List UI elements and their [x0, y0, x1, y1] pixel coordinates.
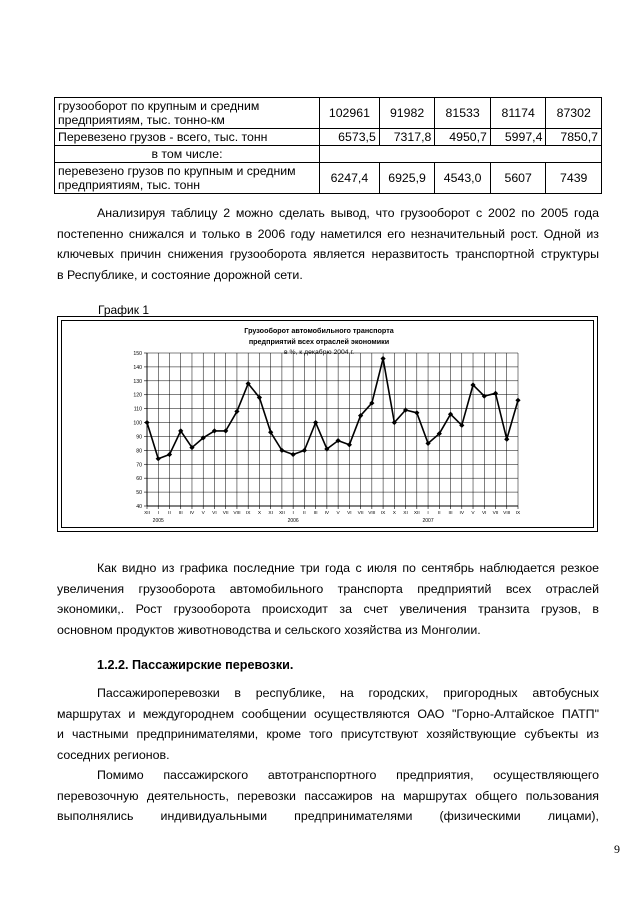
y-tick-label: 40 — [136, 504, 142, 510]
y-tick-label: 120 — [133, 392, 142, 399]
x-tick-label: IX — [515, 511, 521, 516]
table-row — [55, 129, 602, 146]
x-tick-label: II — [303, 511, 306, 516]
y-tick-label: 100 — [133, 420, 142, 427]
x-tick-label: VI — [347, 511, 352, 516]
table-cell: 91982 — [379, 98, 435, 129]
data-point — [167, 452, 172, 457]
x-tick-label: V — [471, 511, 475, 516]
row-label: в том числе: — [55, 146, 320, 163]
x-tick-label: III — [448, 511, 453, 516]
data-point — [347, 442, 352, 447]
x-tick-label: VIII — [233, 511, 241, 516]
x-tick-label: I — [157, 511, 159, 516]
chart-subtitle: в %, к декабрю 2004 г. — [283, 349, 355, 356]
chart-axes — [133, 351, 521, 524]
x-tick-label: V — [201, 511, 205, 516]
text-line: основном продуктов животноводства и сельского хозяйства из Монголии. — [57, 622, 481, 637]
text-line: постепенно снижался и только в 2006 году наметился его незначительный рост. Одной из — [57, 226, 599, 241]
x-tick-label: VI — [212, 511, 217, 516]
text-line: соседних регионов. — [57, 747, 170, 762]
table-cell: 7439 — [546, 163, 602, 194]
text-line: увеличения грузооборота автомобильного транспорта предприятий всех отраслей — [57, 581, 599, 596]
row-label: грузооборот по крупным и средним предприятиям, тыс. тонно-км — [55, 98, 320, 129]
data-point — [493, 391, 498, 396]
table-cell: 87302 — [546, 98, 602, 129]
text-line: маршрутах и междугороднем сообщении осуществляются ОАО "Горно-Алтайское ПАТП" — [57, 706, 599, 721]
text-line: в Республике, и состояние дорожной сети. — [57, 267, 303, 282]
figure-caption: График 1 — [98, 303, 150, 317]
table-row — [55, 146, 602, 163]
paragraph-analysis — [57, 203, 599, 285]
section-heading: 1.2.2. Пассажирские перевозки. — [97, 658, 294, 672]
x-tick-label: VII — [222, 511, 229, 516]
x-tick-label: IX — [380, 511, 386, 516]
year-label: 2007 — [422, 518, 434, 524]
x-tick-label: II — [437, 511, 441, 516]
x-tick-label: IV — [189, 511, 195, 516]
data-point — [414, 410, 419, 415]
table-cell: 6247,4 — [320, 163, 380, 194]
x-tick-label: IV — [324, 511, 330, 516]
text-line: ключевых причин снижения грузооборота является неразвитость транспортной структуры — [57, 247, 599, 261]
text-line: Помимо пассажирского автотранспортного предприятия, осуществляющего — [97, 768, 599, 782]
row-label: перевезено грузов по крупным и средним предприятиям, тыс. тонн — [55, 163, 320, 194]
chart-grid — [147, 353, 518, 506]
year-label: 2006 — [287, 518, 299, 524]
y-tick-label: 90 — [136, 434, 142, 441]
table-cell: 7850,7 — [546, 129, 602, 146]
data-point — [302, 448, 307, 453]
y-tick-label: 60 — [136, 476, 142, 483]
table-cell: 81174 — [490, 98, 546, 129]
table-cell: 7317,8 — [379, 129, 435, 146]
table-cell: 5607 — [490, 163, 546, 194]
x-tick-label: XII — [413, 511, 420, 516]
y-tick-label: 80 — [136, 448, 142, 455]
table-row — [55, 98, 602, 129]
data-point — [144, 420, 149, 425]
text-line: экономики,. Рост грузооборота происходит за счет увеличения транзита грузов, в — [57, 602, 599, 616]
table-cell: 4543,0 — [435, 163, 491, 194]
paragraph-chart-comment — [57, 558, 599, 640]
y-tick-label: 50 — [136, 490, 142, 497]
x-tick-label: X — [257, 511, 262, 516]
y-tick-label: 130 — [133, 378, 142, 385]
table-cell: 4950,7 — [435, 129, 491, 146]
x-tick-label: VI — [481, 511, 487, 516]
text-line: перевозочную деятельность, перевозки пассажиров на маршрутах общего пользования — [57, 788, 599, 803]
year-label: 2005 — [152, 518, 164, 524]
table-cell — [320, 146, 602, 163]
data-point — [291, 452, 296, 457]
text-line: выполнялись индивидуальными предпринимателями (физическими лицами), — [57, 809, 599, 823]
y-tick-label: 70 — [136, 462, 142, 469]
y-tick-label: 140 — [133, 364, 142, 371]
x-tick-label: XI — [268, 511, 273, 516]
text-line: Пассажироперевозки в республике, на городских, пригородных автобусных — [97, 686, 599, 700]
x-tick-label: XII — [278, 511, 285, 516]
chart-frame — [57, 316, 598, 532]
table-cell: 5997,4 — [490, 129, 546, 146]
y-tick-label: 150 — [133, 351, 142, 357]
paragraph-operators — [57, 765, 599, 827]
freight-table — [54, 97, 602, 194]
chart-title-line: Грузооборот автомобильного транспорта — [244, 326, 394, 335]
table-cell: 6573,5 — [320, 129, 380, 146]
x-tick-label: I — [427, 511, 429, 516]
text-line: и частными предпринимателями, кроме того присутствуют хозяйствующие субъекты из — [57, 727, 599, 741]
freight-chart — [58, 317, 599, 533]
x-tick-label: V — [336, 511, 340, 516]
x-tick-label: VIII — [503, 511, 511, 516]
x-tick-label: II — [168, 511, 171, 516]
data-point — [156, 456, 161, 461]
table-cell: 102961 — [320, 98, 380, 129]
x-tick-label: XII — [144, 511, 150, 516]
row-label: Перевезено грузов - всего, тыс. тонн — [55, 129, 320, 146]
x-tick-label: IV — [459, 511, 465, 516]
x-tick-label: III — [313, 511, 318, 516]
text-line: Анализируя таблицу 2 можно сделать вывод, что грузооборот с 2002 по 2005 года — [97, 206, 599, 220]
x-tick-label: VIII — [368, 511, 376, 516]
x-tick-label: VII — [357, 511, 364, 516]
text-line: Как видно из графика последние три года с июля по сентябрь наблюдается резкое — [97, 561, 599, 575]
table-cell: 81533 — [435, 98, 491, 129]
x-tick-label: X — [392, 511, 396, 516]
y-tick-label: 110 — [133, 406, 142, 413]
x-tick-label: VII — [492, 511, 499, 516]
x-tick-label: IX — [245, 511, 251, 516]
data-point — [515, 398, 520, 403]
chart-title-line: предприятий всех отраслей экономики — [248, 337, 390, 346]
x-tick-label: XI — [403, 511, 408, 516]
data-point — [380, 356, 385, 361]
x-tick-label: III — [178, 511, 183, 516]
page-number: 9 — [614, 842, 620, 856]
x-tick-label: I — [292, 511, 294, 516]
table-cell: 6925,9 — [379, 163, 435, 194]
table-row — [55, 163, 602, 194]
data-point — [504, 437, 509, 442]
data-point — [313, 420, 318, 425]
paragraph-passenger — [57, 683, 599, 765]
